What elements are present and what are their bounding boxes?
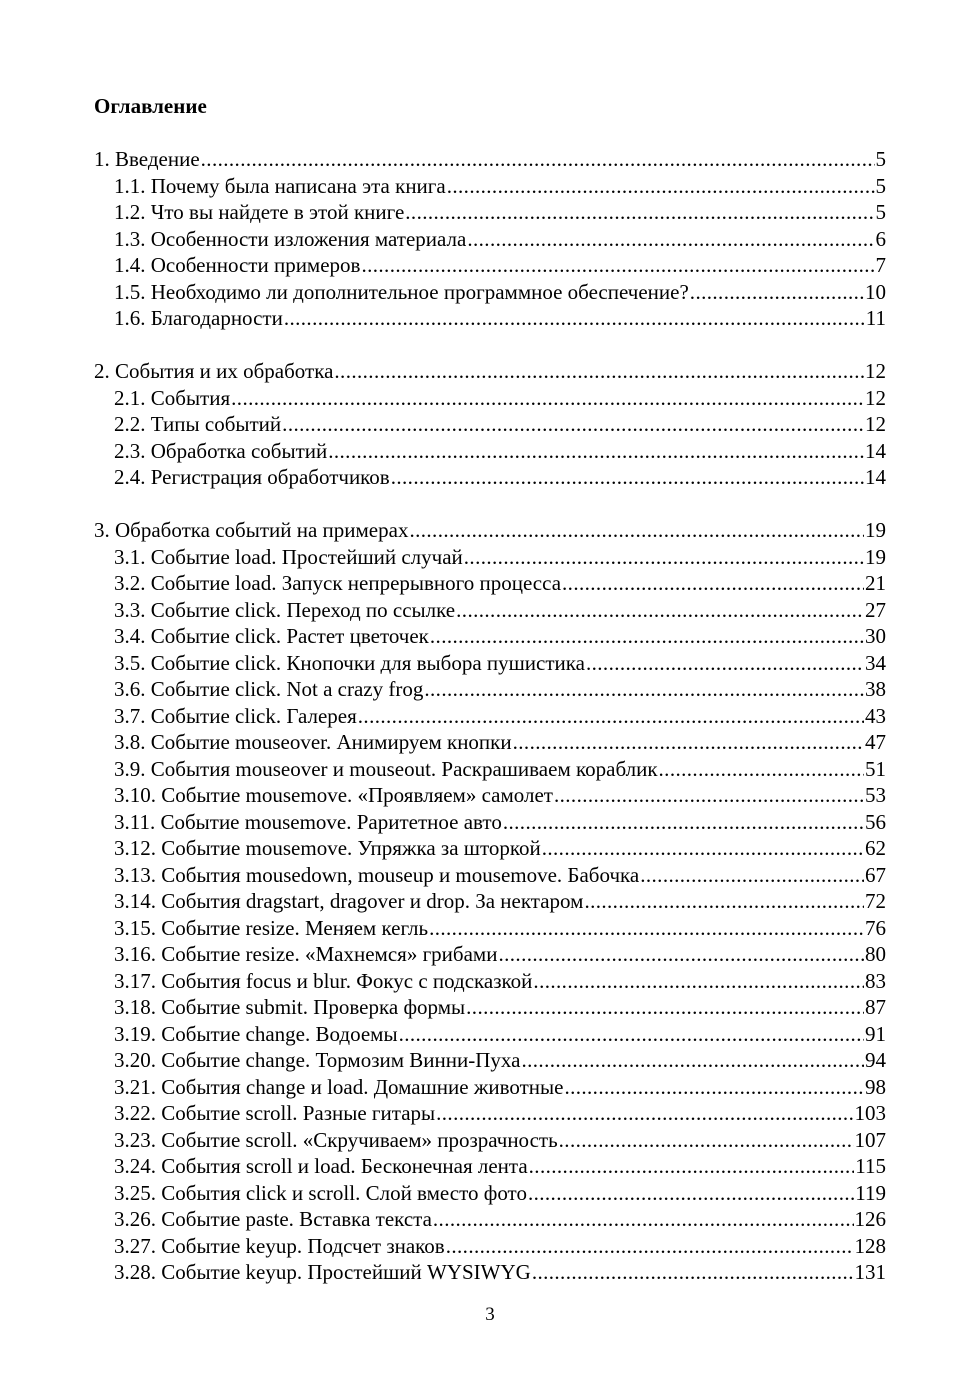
toc-section [94,358,886,491]
toc-subsection-entry [94,464,886,491]
toc-entry-page: 19 [865,544,886,569]
toc-subsection-entry [94,1074,886,1101]
dot-leader [586,650,864,677]
toc-entry-page: 47 [865,730,886,754]
toc-entry-page: 21 [865,571,886,595]
toc-subsection-entry [94,1180,886,1207]
toc-subsection-entry [94,941,886,968]
toc-entry-page: 27 [865,597,886,622]
toc-entry-page: 7 [875,253,886,277]
dot-leader [690,279,864,306]
toc-subsection-entry [94,782,886,809]
toc-entry-title: 1.4. Особенности примеров [114,253,361,277]
dot-leader [503,809,864,836]
dot-leader [513,729,864,756]
toc-entry-page: 12 [865,359,886,383]
toc-subsection-entry [94,1206,886,1233]
toc-entry-title: 1.3. Особенности изложения материала [114,226,467,251]
toc-subsection-entry [94,385,886,412]
toc-subsection-entry [94,809,886,836]
toc-entry-title: 3.6. Событие click. Not a crazy frog [114,677,424,701]
toc-subsection-entry [94,676,886,703]
toc-entry-page: 10 [865,279,886,304]
dot-leader [564,1074,864,1101]
toc-entry-title: 3.26. Событие paste. Вставка текста [114,1207,432,1231]
toc-subsection-entry [94,597,886,624]
toc-chapter-entry [94,358,886,385]
toc-subsection-entry [94,570,886,597]
dot-leader [282,411,864,438]
toc-entry-title: 3.28. Событие keyup. Простейший WYSIWYG [114,1260,531,1284]
dot-leader [554,782,864,809]
toc-entry-page: 119 [855,1180,886,1205]
toc-entry-title: 3.7. Событие click. Галерея [114,703,357,728]
toc-entry-title: 3. Обработка событий на примерах [94,518,409,542]
toc-entry-title: 2.1. События [114,385,231,410]
dot-leader [436,1100,853,1127]
dot-leader [429,915,864,942]
toc-entry-page: 56 [865,809,886,834]
toc-entry-page: 98 [865,1074,886,1099]
dot-leader [409,517,864,544]
toc-entry-page: 131 [854,1260,886,1284]
dot-leader [430,623,864,650]
toc-entry-page: 62 [865,836,886,860]
dot-leader [640,862,864,889]
dot-leader [334,358,864,385]
toc-subsection-entry [94,1047,886,1074]
dot-leader [562,570,864,597]
toc-entry-page: 76 [865,915,886,940]
toc-subsection-entry [94,438,886,465]
page-number: 3 [485,1304,495,1325]
toc-subsection-entry [94,411,886,438]
toc-subsection-entry [94,199,886,226]
toc-subsection-entry [94,915,886,942]
toc-entry-page: 30 [865,624,886,648]
toc-entry-page: 94 [865,1048,886,1072]
toc-entry-title: 1. Введение [94,147,200,171]
toc-entry-title: 3.25. События click и scroll. Слой вместо фото [114,1180,527,1205]
dot-leader [528,1180,854,1207]
toc-entry-title: 3.22. Событие scroll. Разные гитары [114,1101,436,1125]
toc-entry-page: 107 [854,1127,886,1152]
toc-entry-page: 11 [865,306,886,330]
toc-title: Оглавление [94,94,207,118]
toc-entry-title: 3.13. События mousedown, mouseup и mousemove. Бабочка [114,862,640,887]
dot-leader [464,544,864,571]
toc-entry-title: 3.11. Событие mousemove. Раритетное авто [114,809,502,834]
toc-entry-title: 2.2. Типы событий [114,412,282,436]
toc-subsection-entry [94,703,886,730]
toc-entry-title: 2. События и их обработка [94,359,334,383]
toc-section [94,146,886,332]
table-of-contents [94,146,886,1286]
toc-entry-title: 1.5. Необходимо ли дополнительное программное обеспечение? [114,279,689,304]
toc-subsection-entry [94,756,886,783]
toc-entry-title: 3.18. Событие submit. Проверка формы [114,995,466,1019]
toc-entry-title: 3.21. События change и load. Домашние животные [114,1074,564,1099]
dot-leader [446,1233,854,1260]
toc-entry-title: 2.4. Регистрация обработчиков [114,465,390,489]
dot-leader [424,676,864,703]
dot-leader [529,1153,855,1180]
toc-subsection-entry [94,544,886,571]
toc-subsection-entry [94,1153,886,1180]
toc-subsection-entry [94,623,886,650]
toc-entry-page: 72 [865,889,886,913]
toc-entry-page: 5 [875,147,886,171]
toc-entry-page: 51 [865,756,886,781]
toc-subsection-entry [94,305,886,332]
toc-subsection-entry [94,1021,886,1048]
dot-leader [498,941,864,968]
toc-entry-page: 5 [875,173,886,198]
toc-entry-title: 3.20. Событие change. Тормозим Винни-Пуха [114,1048,521,1072]
toc-entry-title: 3.24. События scroll и load. Бесконечная лента [114,1154,528,1178]
toc-entry-page: 67 [865,862,886,887]
toc-entry-title: 3.3. Событие click. Переход по ссылке [114,597,456,622]
toc-entry-page: 12 [865,412,886,436]
toc-entry-page: 126 [854,1207,886,1231]
toc-entry-title: 3.2. Событие load. Запуск непрерывного процесса [114,571,562,595]
dot-leader [391,464,864,491]
dot-leader [532,1259,854,1286]
toc-entry-title: 3.5. Событие click. Кнопочки для выбора пушистика [114,650,585,675]
toc-entry-title: 3.8. Событие mouseover. Анимируем кнопки [114,730,512,754]
toc-entry-title: 3.4. Событие click. Растет цветочек [114,624,429,648]
toc-subsection-entry [94,729,886,756]
dot-leader [399,1021,864,1048]
toc-entry-title: 3.27. Событие keyup. Подсчет знаков [114,1233,445,1258]
toc-entry-title: 1.6. Благодарности [114,306,283,330]
toc-subsection-entry [94,252,886,279]
toc-subsection-entry [94,862,886,889]
toc-entry-title: 3.9. События mouseover и mouseout. Раскрашиваем кораблик [114,756,658,781]
toc-subsection-entry [94,279,886,306]
toc-subsection-entry [94,1233,886,1260]
toc-entry-page: 5 [875,200,886,224]
toc-entry-page: 19 [865,518,886,542]
toc-subsection-entry [94,1100,886,1127]
dot-leader [533,968,864,995]
dot-leader [659,756,864,783]
toc-entry-page: 53 [865,783,886,807]
dot-leader [542,835,864,862]
toc-entry-page: 128 [854,1233,886,1258]
toc-subsection-entry [94,173,886,200]
dot-leader [358,703,864,730]
dot-leader [231,385,864,412]
toc-subsection-entry [94,888,886,915]
toc-entry-page: 91 [865,1021,886,1046]
toc-subsection-entry [94,650,886,677]
toc-entry-title: 3.14. События dragstart, dragover и drop. За нектаром [114,889,584,913]
dot-leader [466,994,864,1021]
toc-chapter-entry [94,517,886,544]
toc-entry-page: 14 [865,438,886,463]
toc-section [94,517,886,1286]
toc-entry-title: 3.1. Событие load. Простейший случай [114,544,463,569]
toc-subsection-entry [94,968,886,995]
toc-subsection-entry [94,835,886,862]
toc-chapter-entry [94,146,886,173]
dot-leader [467,226,874,253]
toc-entry-title: 1.1. Почему была написана эта книга [114,173,446,198]
toc-entry-page: 87 [865,995,886,1019]
toc-entry-title: 2.3. Обработка событий [114,438,328,463]
toc-entry-title: 3.15. Событие resize. Меняем кегль [114,915,429,940]
toc-entry-page: 12 [865,385,886,410]
toc-entry-title: 3.23. Событие scroll. «Скручиваем» прозрачность [114,1127,558,1152]
dot-leader [521,1047,864,1074]
toc-entry-title: 3.10. Событие mousemove. «Проявляем» самолет [114,783,553,807]
dot-leader [328,438,864,465]
toc-subsection-entry [94,1259,886,1286]
toc-entry-page: 34 [865,650,886,675]
toc-entry-title: 1.2. Что вы найдете в этой книге [114,200,405,224]
dot-leader [456,597,864,624]
toc-entry-page: 38 [865,677,886,701]
toc-subsection-entry [94,994,886,1021]
toc-entry-page: 115 [855,1154,886,1178]
toc-entry-page: 80 [865,942,886,966]
toc-entry-title: 3.12. Событие mousemove. Упряжка за шторкой [114,836,541,860]
dot-leader [405,199,874,226]
toc-entry-title: 3.16. Событие resize. «Махнемся» грибами [114,942,498,966]
dot-leader [559,1127,854,1154]
dot-leader [284,305,865,332]
toc-entry-title: 3.17. События focus и blur. Фокус с подсказкой [114,968,533,993]
dot-leader [361,252,874,279]
toc-entry-page: 83 [865,968,886,993]
toc-subsection-entry [94,226,886,253]
toc-entry-page: 14 [865,465,886,489]
toc-entry-page: 6 [875,226,886,251]
toc-entry-page: 103 [854,1101,886,1125]
toc-entry-title: 3.19. Событие change. Водоемы [114,1021,398,1046]
toc-subsection-entry [94,1127,886,1154]
dot-leader [433,1206,854,1233]
toc-entry-page: 43 [865,703,886,728]
dot-leader [447,173,875,200]
dot-leader [584,888,864,915]
dot-leader [201,146,875,173]
